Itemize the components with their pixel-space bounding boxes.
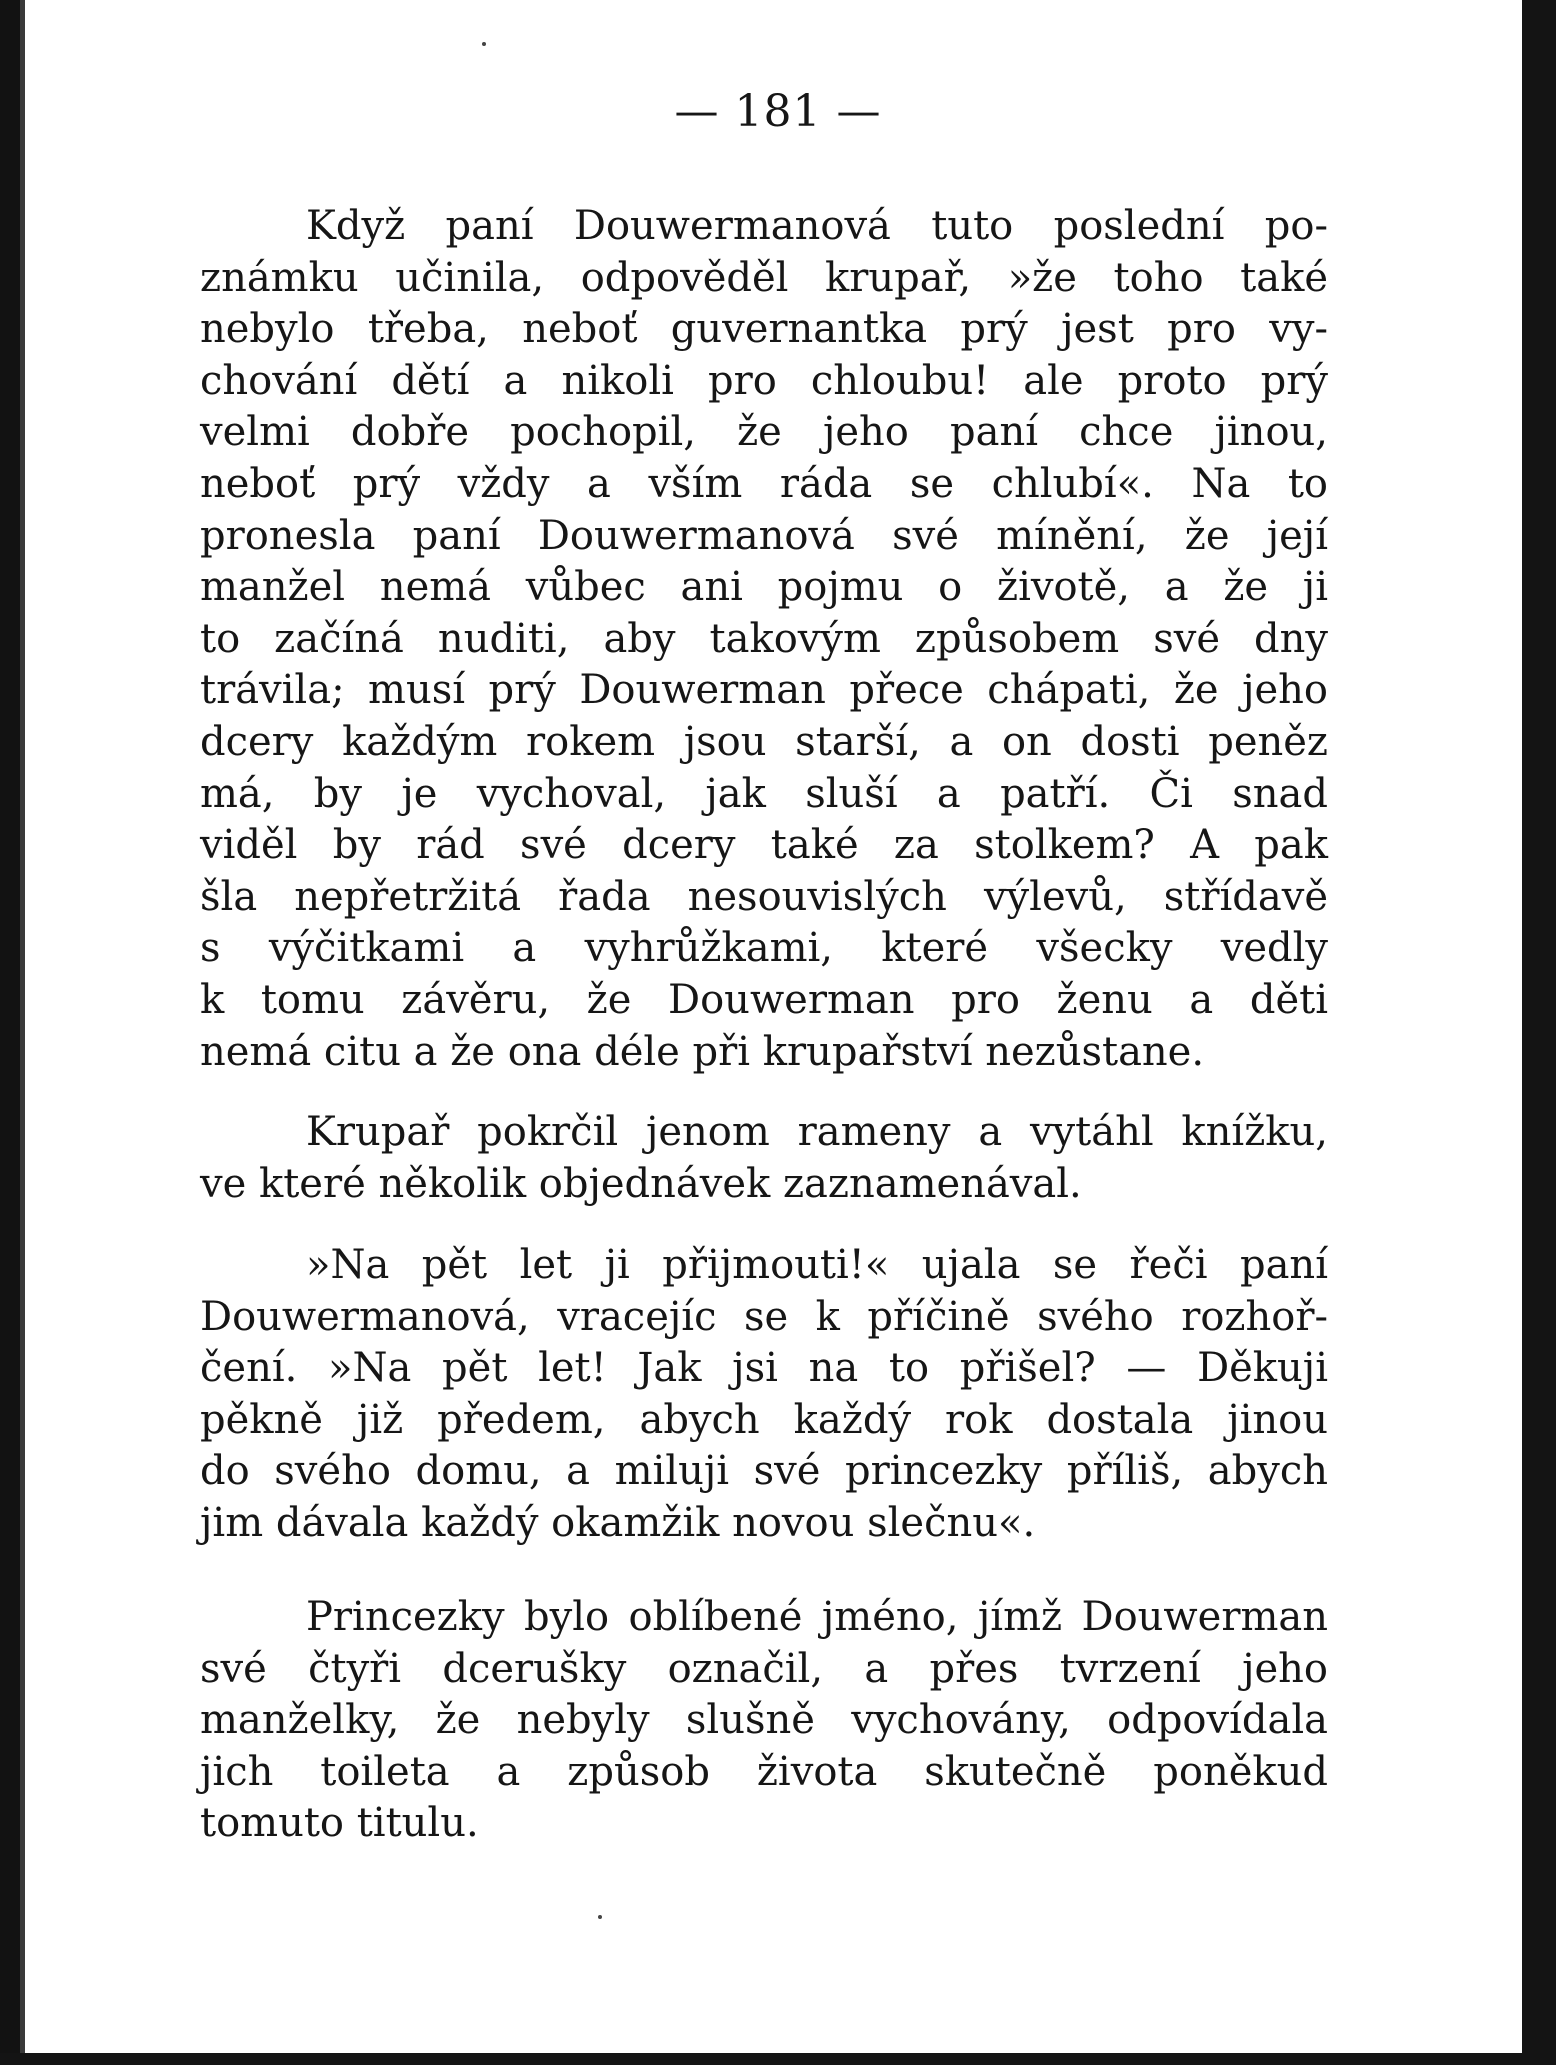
text-line: k tomu závěru, že Douwerman pro ženu a děti [200,976,1328,1023]
text-line: dcery každým rokem jsou starší, a on dosti peněz [200,718,1328,765]
text-line: své čtyři dcerušky označil, a přes tvrzení jeho [200,1645,1328,1692]
text-line: viděl by rád své dcery také za stolkem? A pak [200,822,1328,869]
scan-speck [598,1915,602,1919]
text-line: manžel nemá vůbec ani pojmu o životě, a že ji [200,564,1328,611]
text-line: do svého domu, a miluji své princezky příliš, abych [200,1448,1328,1495]
page-number: — 181 — [674,86,882,137]
text-line: jim dávala každý okamžik novou slečnu«. [200,1499,1036,1546]
scan-border-left-inner [20,0,25,2065]
text-line: nebylo třeba, neboť guvernantka prý jest pro vy- [200,306,1328,353]
text-line: »Na pět let ji přijmouti!« ujala se řeči paní [306,1242,1328,1288]
text-line: jich toileta a způsob života skutečně poněkud [200,1748,1328,1795]
scan-border-bottom [0,2053,1556,2065]
text-line: to začíná nuditi, aby takovým způsobem své dny [200,615,1328,662]
text-line: nemá citu a že ona déle při krupařství nezůstane. [200,1028,1205,1075]
text-line: Krupař pokrčil jenom rameny a vytáhl knížku, [306,1109,1328,1155]
text-line: neboť prý vždy a vším ráda se chlubí«. Na to [200,460,1328,507]
text-line: pěkně již předem, abych každý rok dostala jinou [200,1396,1328,1443]
text-line: Když paní Douwermanová tuto poslední po- [306,203,1328,249]
paragraph-1 [200,201,1328,1078]
text-line: má, by je vychoval, jak sluší a patří. Či snad [200,770,1328,817]
paragraph-4 [200,1592,1328,1850]
text-line: ve které několik objednávek zaznamenával. [200,1160,1082,1207]
text-line: Princezky bylo oblíbené jméno, jímž Douwerman [306,1594,1328,1640]
text-line: velmi dobře pochopil, že jeho paní chce jinou, [200,409,1328,456]
text-line: tomuto titulu. [200,1800,479,1847]
scan-border-right [1522,0,1556,2065]
text-line: chování dětí a nikoli pro chloubu! ale proto prý [200,357,1328,404]
text-line: Douwermanová, vracejíc se k příčině svého rozhoř- [200,1293,1328,1340]
text-line: pronesla paní Douwermanová své mínění, že její [200,512,1328,559]
paragraph-2 [200,1107,1328,1210]
text-line: manželky, že nebyly slušně vychovány, odpovídala [200,1697,1328,1744]
text-line: známku učinila, odpověděl krupař, »že toho také [200,254,1328,301]
scan-border-left [0,0,20,2065]
scan-speck [482,42,486,46]
text-line: trávila; musí prý Douwerman přece chápati, že jeho [200,667,1328,714]
text-line: čení. »Na pět let! Jak jsi na to přišel? — Děkuji [200,1345,1328,1392]
text-line: šla nepřetržitá řada nesouvislých výlevů, střídavě [200,873,1328,920]
paragraph-3 [200,1240,1328,1550]
text-line: s výčitkami a vyhrůžkami, které všecky vedly [200,925,1328,972]
